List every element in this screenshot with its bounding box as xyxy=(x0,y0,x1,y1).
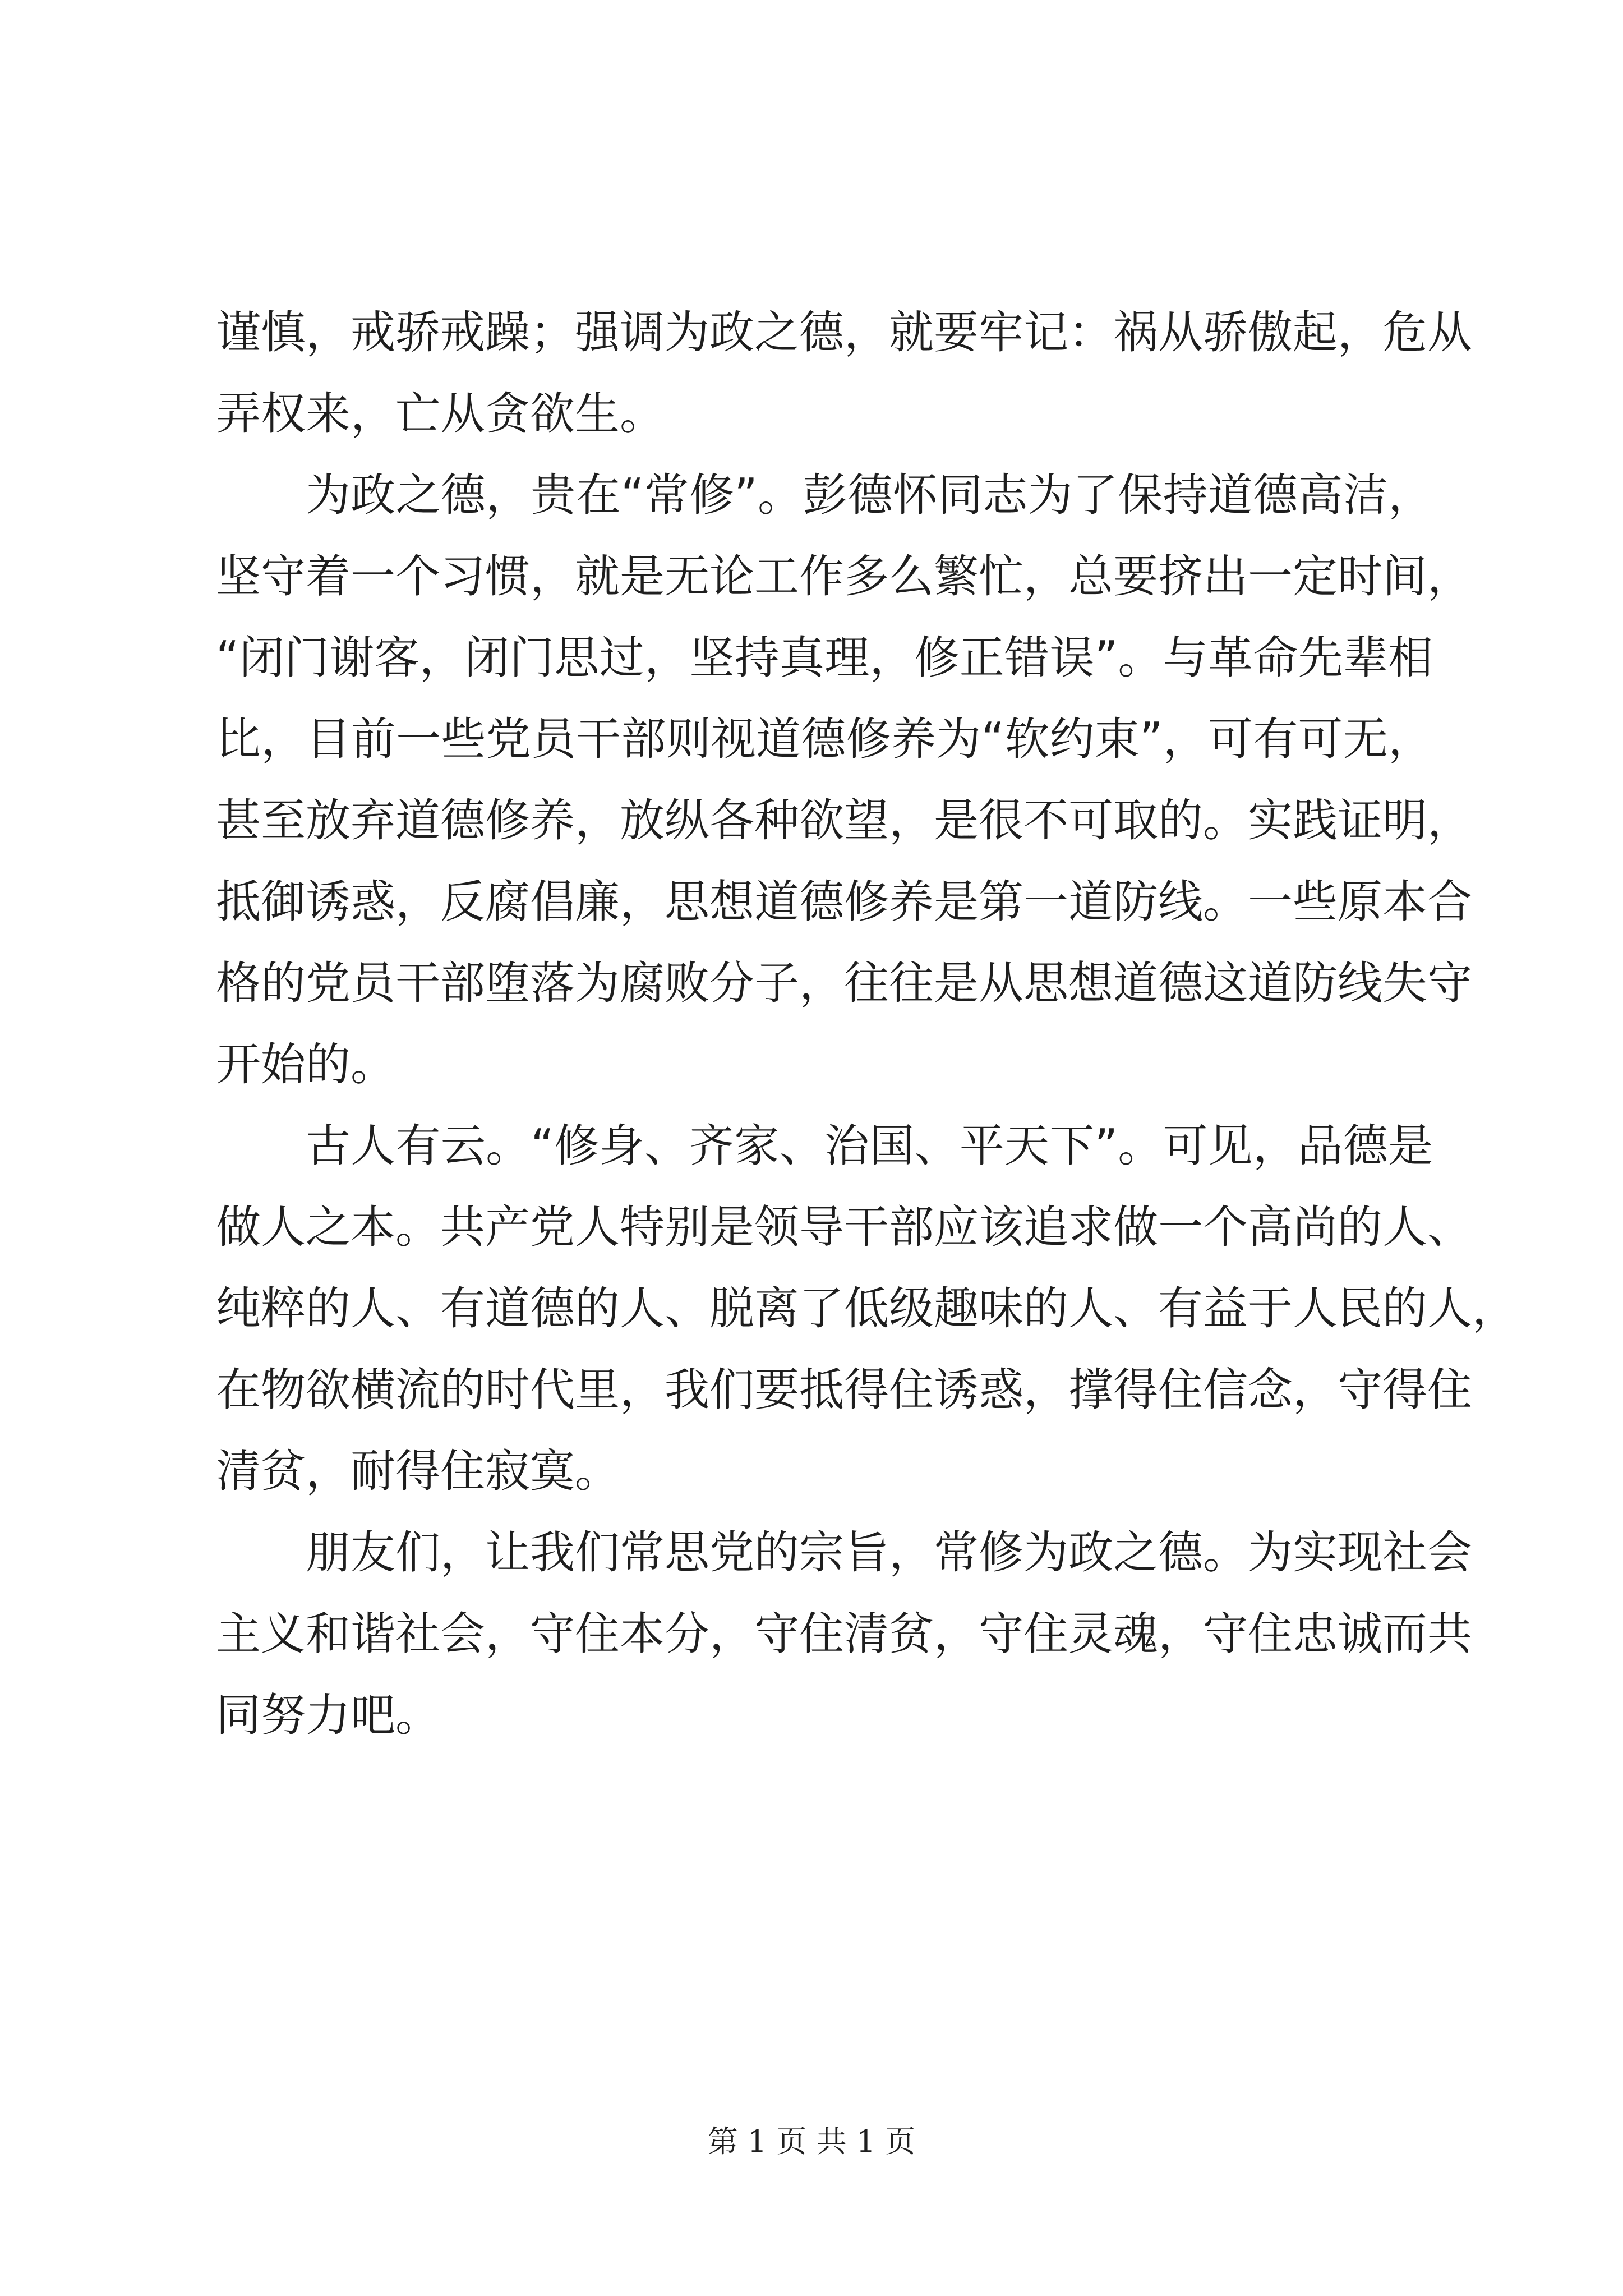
text-line: 抵御诱惑，反腐倡廉，思想道德修养是第一道防线。一些原本合 xyxy=(216,876,1472,928)
text-line: 纯粹的人、有道德的人、脱离了低级趣味的人、有益于人民的人， xyxy=(216,1282,1517,1335)
text-line: 在物欲横流的时代里，我们要抵得住诱惑，撑得住信念，守得住 xyxy=(216,1364,1472,1416)
text-line: 为政之德，贵在“常修”。彭德怀同志为了保持道德高洁， xyxy=(306,469,1433,521)
text-line: 主义和谐社会，守住本分，守住清贫，守住灵魂，守住忠诚而共 xyxy=(216,1608,1472,1660)
text-line: 格的党员干部堕落为腐败分子，往往是从思想道德这道防线失守 xyxy=(216,957,1472,1009)
text-line: 弄权来，亡从贪欲生。 xyxy=(216,388,665,440)
text-line: “闭门谢客，闭门思过，坚持真理，修正错误”。与革命先辈相 xyxy=(216,632,1433,684)
text-line: 甚至放弃道德修养，放纵各种欲望，是很不可取的。实践证明， xyxy=(216,794,1472,846)
text-line: 开始的。 xyxy=(216,1038,395,1091)
paragraph-4 xyxy=(216,1512,1472,1756)
text-line: 同努力吧。 xyxy=(216,1689,440,1741)
page-footer xyxy=(0,2118,1623,2161)
text-line: 谨慎，戒骄戒躁；强调为政之德，就要牢记：祸从骄傲起，危从 xyxy=(216,306,1472,358)
document-body xyxy=(216,292,1517,1756)
page-number-label: 第 1 页 共 1 页 xyxy=(707,2124,916,2159)
text-line: 坚守着一个习惯，就是无论工作多么繁忙，总要挤出一定时间， xyxy=(216,550,1472,602)
paragraph-1 xyxy=(216,292,1472,454)
text-line: 朋友们，让我们常思党的宗旨，常修为政之德。为实现社会 xyxy=(306,1526,1472,1579)
text-line: 比，目前一些党员干部则视道德修养为“软约束”，可有可无， xyxy=(216,713,1433,765)
paragraph-2 xyxy=(216,454,1472,1105)
paragraph-3 xyxy=(216,1105,1517,1512)
text-line: 清贫，耐得住寂寞。 xyxy=(216,1445,620,1497)
text-line: 做人之本。共产党人特别是领导干部应该追求做一个高尚的人、 xyxy=(216,1201,1472,1253)
text-line: 古人有云。“修身、齐家、治国、平天下”。可见，品德是 xyxy=(306,1120,1433,1172)
